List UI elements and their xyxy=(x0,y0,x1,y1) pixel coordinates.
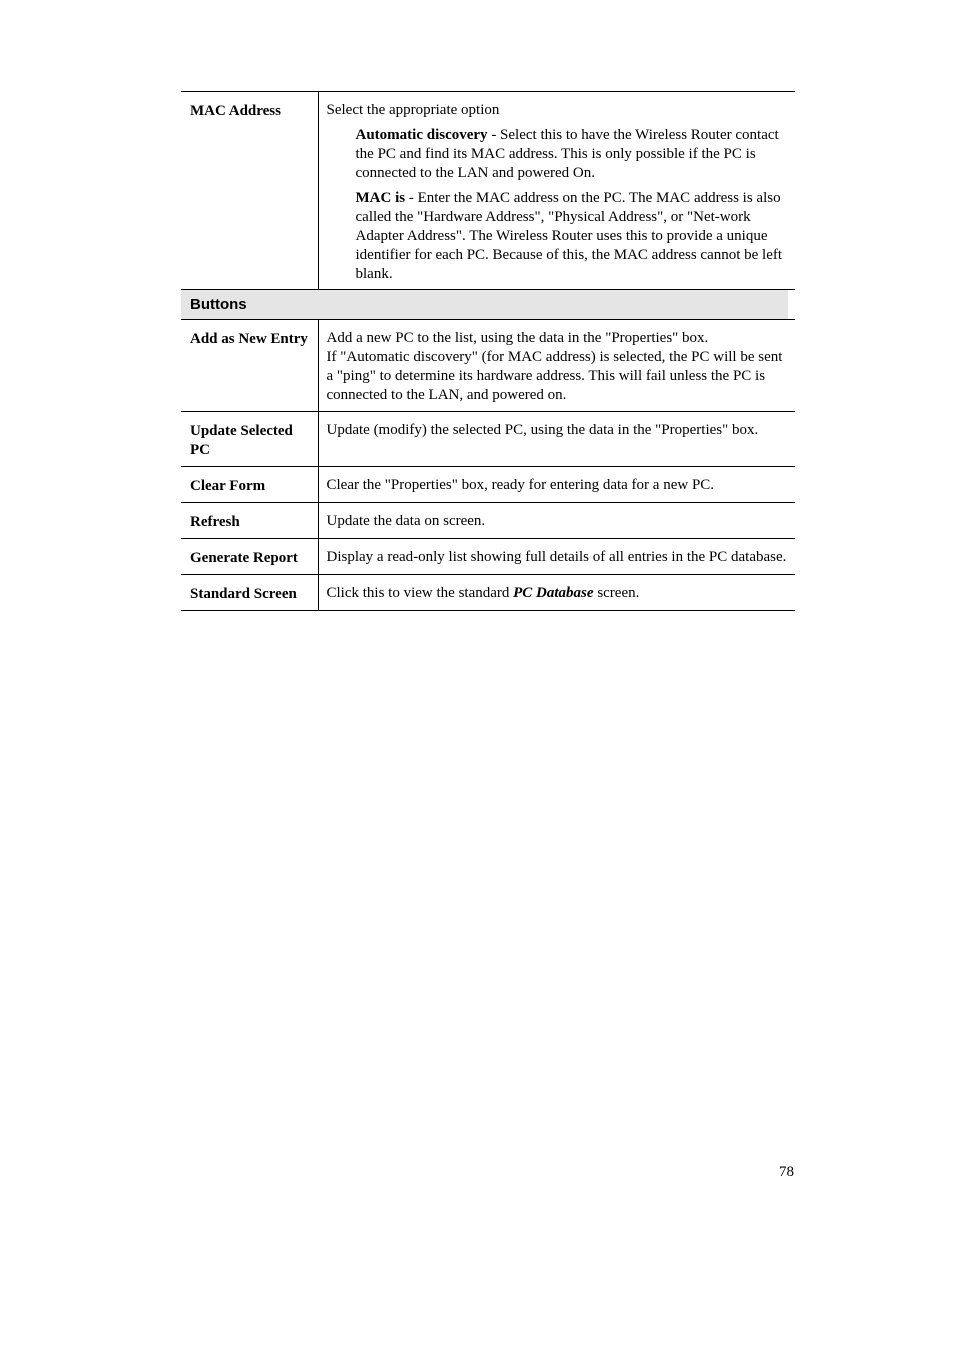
settings-table xyxy=(181,91,795,611)
mac-is-text: - Enter the MAC address on the PC. The MAC address is also called the "Hardware Address", "Physical Address", or "Net-work Adapter Address". The Wireless Router uses this to provide a unique identifier for each PC. Because of this, the MAC address cannot be left blank. xyxy=(355,190,783,282)
add-entry-line2: If "Automatic discovery" (for MAC address) is selected, the PC will be sent a "ping" to determine its hardware address. This will fail unless the PC is connected to the LAN, and powered on. xyxy=(326,349,783,403)
clear-form-description: Clear the "Properties" box, ready for entering data for a new PC. xyxy=(318,467,795,503)
standard-screen-text-before: Click this to view the standard xyxy=(326,585,514,601)
add-entry-description xyxy=(318,320,795,412)
page-number: 78 xyxy=(779,1164,794,1180)
generate-report-description: Display a read-only list showing full details of all entries in the PC database. xyxy=(318,539,795,575)
standard-screen-description xyxy=(318,575,795,611)
add-entry-line1: Add a new PC to the list, using the data in the "Properties" box. xyxy=(326,330,709,346)
buttons-heading-cell xyxy=(181,290,795,320)
mac-address-label: MAC Address xyxy=(181,92,318,290)
mac-is-term: MAC is xyxy=(355,190,406,206)
clear-form-label: Clear Form xyxy=(181,467,318,503)
mac-address-intro: Select the appropriate option xyxy=(326,102,500,118)
add-entry-label: Add as New Entry xyxy=(181,320,318,412)
mac-address-description xyxy=(318,92,795,290)
table-row-add-as-new-entry xyxy=(181,320,795,412)
refresh-description: Update the data on screen. xyxy=(318,503,795,539)
table-row-refresh xyxy=(181,503,795,539)
pc-database-emphasis: PC Database xyxy=(513,585,594,601)
update-selected-description: Update (modify) the selected PC, using the data in the "Properties" box. xyxy=(318,412,795,467)
generate-report-label: Generate Report xyxy=(181,539,318,575)
table-row-buttons-heading xyxy=(181,290,795,320)
table-row-mac-address xyxy=(181,92,795,290)
update-selected-label: Update Selected PC xyxy=(181,412,318,467)
table-row-update-selected-pc xyxy=(181,412,795,467)
table-row-standard-screen xyxy=(181,575,795,611)
table-row-generate-report xyxy=(181,539,795,575)
automatic-discovery-text: - Select this to have the Wireless Router contact the PC and find its MAC address. This is only possible if the PC is connected to the LAN and powered On. xyxy=(355,127,779,181)
table-row-clear-form xyxy=(181,467,795,503)
standard-screen-text-after: screen. xyxy=(593,585,640,601)
standard-screen-label: Standard Screen xyxy=(181,575,318,611)
buttons-heading: Buttons xyxy=(181,290,788,319)
mac-is-option xyxy=(356,189,788,284)
automatic-discovery-option xyxy=(356,126,788,183)
automatic-discovery-term: Automatic discovery xyxy=(355,127,488,143)
refresh-label: Refresh xyxy=(181,503,318,539)
